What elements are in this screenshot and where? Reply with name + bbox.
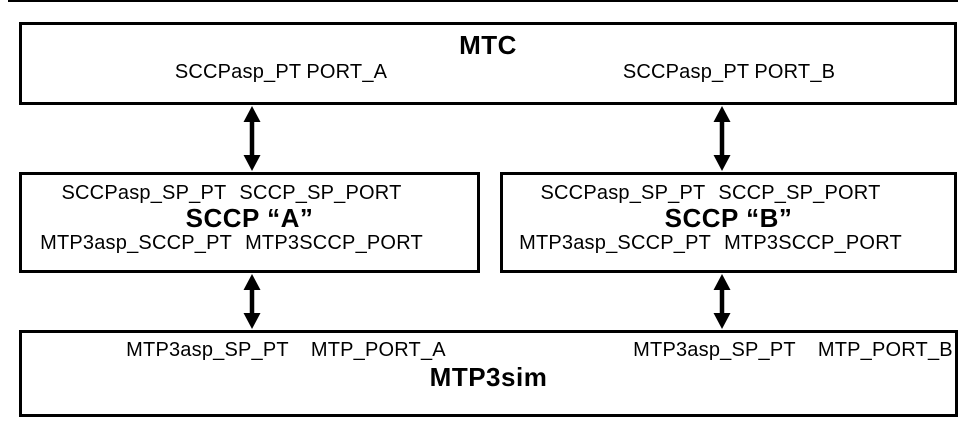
mtc-port-b-label bbox=[623, 61, 835, 83]
sccp-b-box bbox=[500, 172, 957, 273]
sccp-a-box bbox=[19, 172, 480, 273]
mtc-port-a-type: SCCPasp_PT bbox=[174, 61, 302, 83]
mtc-title: MTC bbox=[459, 30, 517, 60]
sccp-b-bottom-ports-label bbox=[519, 232, 902, 254]
mtp3sim-box bbox=[19, 330, 958, 417]
sccp-a-top-ports-label bbox=[62, 182, 402, 204]
sccp-a-bottom-port-type: MTP3asp_SCCP_PT bbox=[40, 232, 233, 254]
sccp-a-title: SCCP “A” bbox=[185, 203, 314, 233]
sccp-b-top-port-type: SCCPasp_SP_PT bbox=[540, 182, 706, 204]
sccp-a-bottom-port-name: MTP3SCCP_PORT bbox=[245, 232, 423, 254]
mtp3sim-port-a-label bbox=[126, 339, 446, 361]
sccp-b-bottom-port-type: MTP3asp_SCCP_PT bbox=[519, 232, 712, 254]
mtp3sim-port-a-type: MTP3asp_SP_PT bbox=[126, 339, 289, 361]
mtc-port-a-label bbox=[175, 61, 387, 83]
sccp-a-top-port-name: SCCP_SP_PORT bbox=[239, 182, 402, 204]
mtc-port-b-type: SCCPasp_PT bbox=[622, 61, 750, 83]
sccp-b-title: SCCP “B” bbox=[664, 203, 793, 233]
double-arrow-mtc-sccp-a-icon bbox=[240, 106, 264, 171]
mtp3sim-port-b-name: MTP_PORT_B bbox=[817, 339, 953, 361]
sccp-a-bottom-ports-label bbox=[40, 232, 423, 254]
sccp-a-top-port-type: SCCPasp_SP_PT bbox=[61, 182, 227, 204]
mtp3sim-title: MTP3sim bbox=[429, 362, 548, 392]
mtc-port-a-name: PORT_A bbox=[306, 61, 388, 83]
sccp-b-bottom-port-name: MTP3SCCP_PORT bbox=[724, 232, 902, 254]
mtp3sim-port-b-label bbox=[633, 339, 953, 361]
mtc-box bbox=[19, 22, 957, 105]
mtp3sim-port-b-type: MTP3asp_SP_PT bbox=[633, 339, 796, 361]
mtc-port-b-name: PORT_B bbox=[754, 61, 836, 83]
double-arrow-sccp-a-mtp3sim-icon bbox=[240, 274, 264, 329]
sccp-b-top-port-name: SCCP_SP_PORT bbox=[718, 182, 881, 204]
double-arrow-sccp-b-mtp3sim-icon bbox=[710, 274, 734, 329]
sccp-b-top-ports-label bbox=[541, 182, 881, 204]
mtp3sim-port-a-name: MTP_PORT_A bbox=[310, 339, 446, 361]
double-arrow-mtc-sccp-b-icon bbox=[710, 106, 734, 171]
top-rule bbox=[8, 0, 958, 2]
